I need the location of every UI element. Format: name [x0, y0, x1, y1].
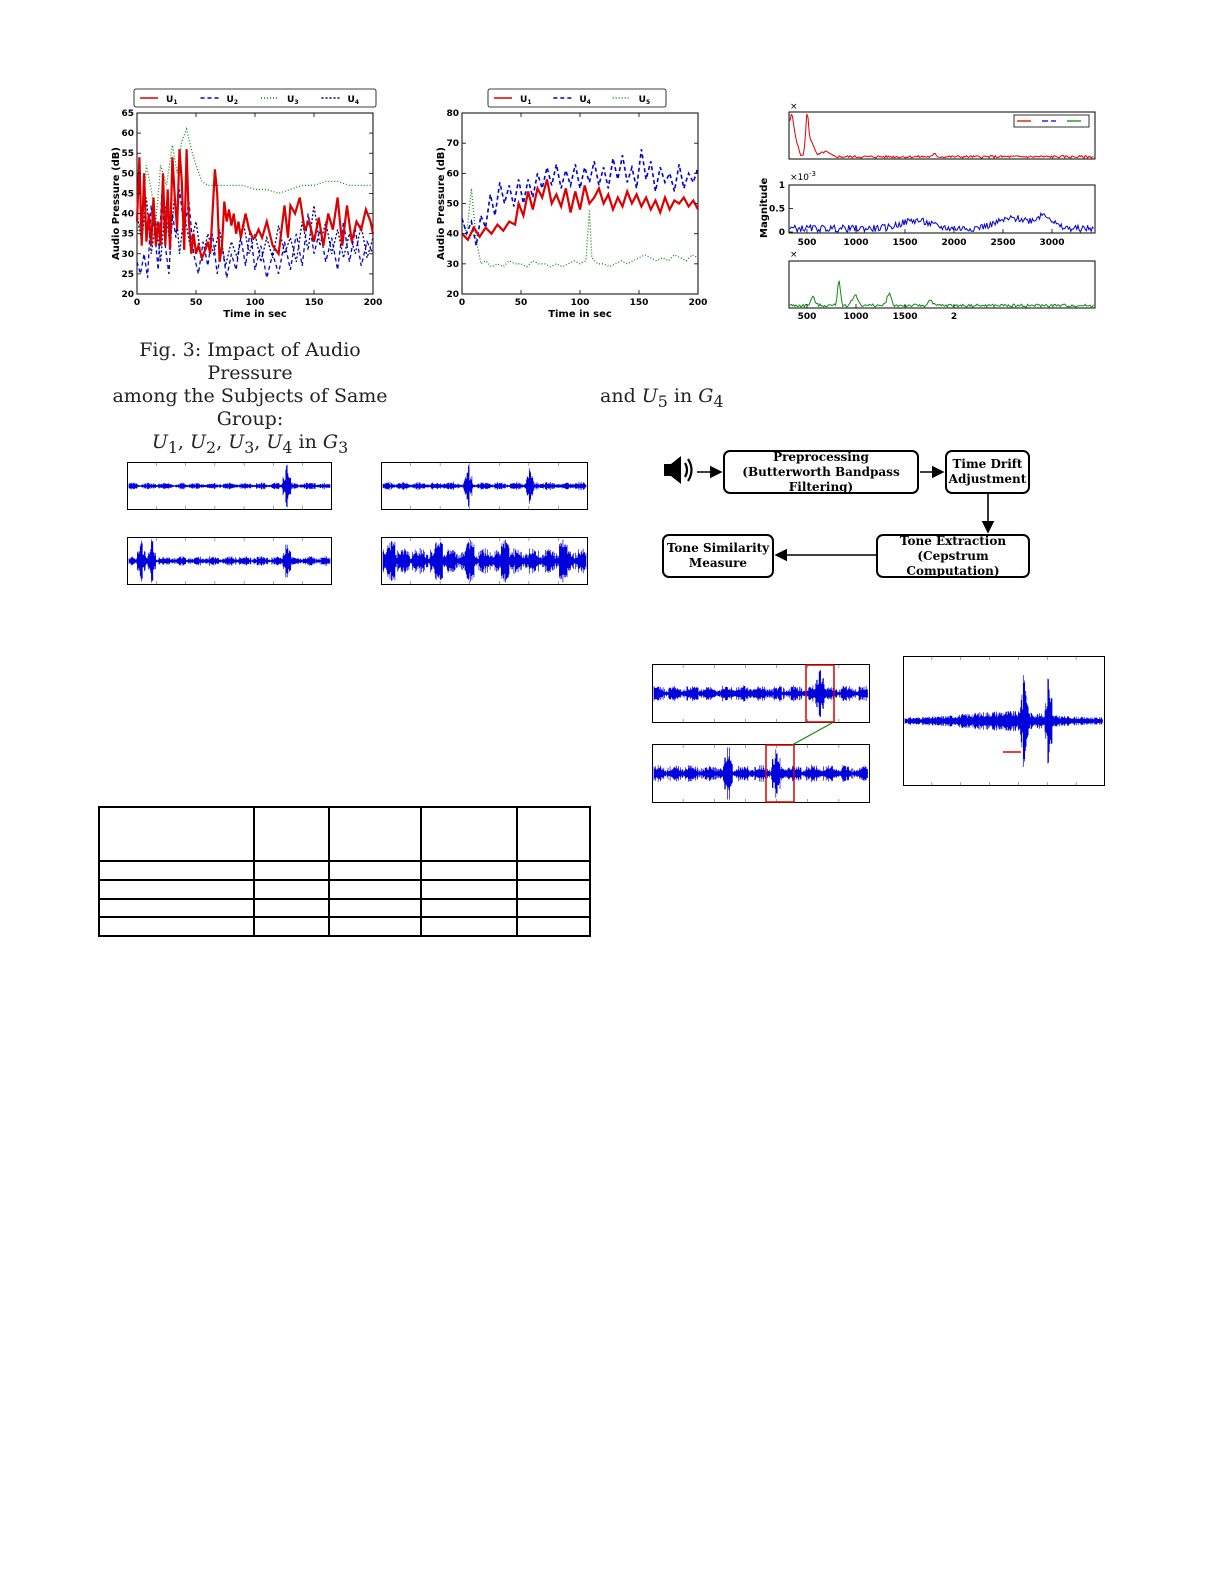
- waveform-panel-1: [127, 462, 332, 510]
- x-tick-label: 100: [570, 298, 590, 308]
- caption-line-3: $U_1$, $U_2$, $U_3$, $U_4$ in $G_3$: [151, 431, 349, 457]
- y-tick-label: 30: [121, 249, 134, 260]
- drift-overlay: [652, 664, 870, 804]
- drift-connector: [792, 723, 832, 745]
- table-row: [99, 899, 590, 918]
- y-tick-label: 30: [446, 259, 459, 270]
- table-header-row: [99, 807, 590, 861]
- caption-line-2: among the Subjects of Same Group:: [112, 385, 388, 430]
- x-tick-label: 0: [133, 298, 141, 308]
- y-tick-label: 40: [121, 209, 134, 220]
- caption-line-4: and $U_5$ in $G_4$: [600, 385, 724, 411]
- x-axis-label: Time in sec: [548, 309, 612, 320]
- x-tick-label: 200: [363, 298, 383, 308]
- y-tick-label: 35: [121, 229, 134, 240]
- legend-label: $U_1$: [166, 95, 178, 106]
- spectrum-bot-exp: ×: [790, 250, 798, 260]
- x-tick-label: 100: [245, 298, 265, 308]
- legend-label: $U_3$: [287, 95, 299, 106]
- caption-line-1: Fig. 3: Impact of Audio Pressure: [139, 339, 361, 384]
- x-tick-label: 150: [304, 298, 324, 308]
- y-tick-label: 25: [121, 269, 134, 280]
- table-row: [99, 861, 590, 880]
- legend-label: $U_2$: [226, 95, 238, 106]
- legend-label: $U_4$: [579, 95, 591, 106]
- y-tick-label: 55: [121, 149, 134, 160]
- y-tick-label: 50: [121, 169, 134, 180]
- x-axis-label: Time in sec: [223, 309, 287, 320]
- x-tick-label: 0: [458, 298, 466, 308]
- spectrum-x-tick-label: 500: [797, 238, 817, 248]
- drift-highlight-bottom: [766, 745, 794, 802]
- speaker-icon: [664, 456, 692, 484]
- box-tone-extraction: Tone Extraction (Cepstrum Computation): [876, 534, 1030, 578]
- spectrum-x-tick-label: 1500: [892, 238, 918, 248]
- y-tick-label: 50: [446, 199, 459, 210]
- legend-label: $U_5$: [638, 95, 651, 106]
- y-tick-label: 20: [446, 290, 459, 300]
- x-tick-label: 50: [514, 298, 528, 308]
- box-preprocessing: Preprocessing (Butterworth Bandpass Filtering): [723, 450, 919, 494]
- spectrum-mid-exp: $\times 10^{-3}$: [790, 170, 816, 183]
- spectrum-bot-frame: [789, 261, 1095, 308]
- spectrum-ylabel: Magnitude: [759, 177, 770, 238]
- spectrum-x-tick-label: 3000: [1039, 238, 1065, 248]
- y-tick-label: 60: [446, 169, 459, 180]
- y-tick-label: 45: [121, 189, 134, 200]
- box-tone-similarity: Tone Similarity Measure: [662, 534, 774, 578]
- x-tick-label: 200: [688, 298, 708, 308]
- waveform-panel-2: [381, 462, 588, 510]
- waveform-panel-4: [381, 537, 588, 585]
- spectrum-svg: [755, 98, 1105, 328]
- spectrum-x-tick-label: 1000: [843, 312, 869, 322]
- drift-highlight-top: [806, 665, 834, 722]
- spectrum-x-tick-label: 2500: [990, 238, 1016, 248]
- legend-label: $U_1$: [520, 95, 532, 106]
- y-tick-label: 65: [121, 109, 134, 119]
- spectrum-y-tick-label: 0.5: [769, 204, 785, 215]
- results-table: [98, 806, 591, 937]
- spectrum-x-tick-label: 1500: [892, 312, 918, 322]
- y-axis-label: Audio Pressure (dB): [111, 147, 122, 260]
- spectrum-x-tick-label: 2: [950, 312, 958, 322]
- spectrum-x-tick-label: 1000: [843, 238, 869, 248]
- legend-label: $U_4$: [347, 95, 359, 106]
- y-tick-label: 40: [446, 229, 459, 240]
- y-tick-label: 70: [446, 139, 459, 150]
- figure-caption: [95, 339, 405, 459]
- y-tick-label: 60: [121, 129, 134, 140]
- spectrum-y-tick-label: 1: [778, 181, 785, 191]
- y-tick-label: 80: [446, 109, 459, 119]
- y-tick-label: 20: [121, 290, 134, 300]
- x-tick-label: 150: [629, 298, 649, 308]
- y-axis-label: Audio Pressure (dB): [436, 147, 447, 260]
- chart-g4-svg: [425, 85, 715, 325]
- zoom-marker: [903, 656, 1105, 786]
- table-row: [99, 917, 590, 936]
- box-time-drift: Time Drift Adjustment: [945, 450, 1030, 494]
- waveform-panel-3: [127, 537, 332, 585]
- spectrum-top-exp: ×: [790, 102, 798, 112]
- table-row: [99, 880, 590, 899]
- spectrum-x-tick-label: 500: [797, 312, 817, 322]
- x-tick-label: 50: [189, 298, 203, 308]
- spectrum-y-tick-label: 0: [778, 228, 785, 238]
- spectrum-x-tick-label: 2000: [941, 238, 967, 248]
- chart-g3-svg: [100, 85, 390, 325]
